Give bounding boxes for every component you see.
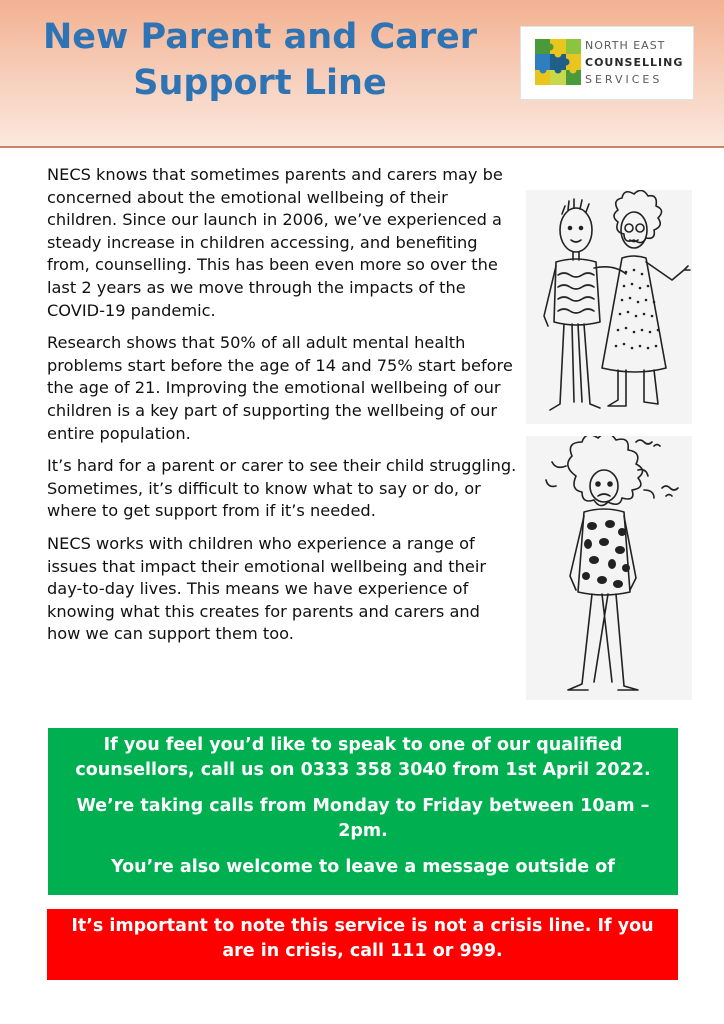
- header-banner: [0, 0, 724, 148]
- logo-line-1: NORTH EAST: [585, 39, 666, 52]
- logo-line-3: SERVICES: [585, 73, 663, 86]
- body-text: [47, 164, 517, 732]
- contact-paragraph-2: We’re taking calls from Monday to Friday between 10am – 2pm.: [76, 796, 650, 841]
- title-line-2: Support Line: [133, 63, 387, 103]
- body-paragraph-3: It’s hard for a parent or carer to see their child struggling. Sometimes, it’s difficult to know what to say or do, or where to get support from if it’s needed.: [47, 456, 517, 521]
- two-people-illustration: [526, 190, 692, 424]
- page-title: [20, 14, 500, 106]
- contact-paragraph-3: You’re also welcome to leave a message outside of: [111, 857, 615, 877]
- crisis-warning-box: [47, 909, 678, 980]
- contact-paragraph-1: If you feel you’d like to speak to one of our qualified counsellors, call us on 0333 358 3040 from 1st April 2022.: [75, 735, 651, 780]
- crisis-warning-text: It’s important to note this service is not a crisis line. If you are in crisis, call 111 or 999.: [71, 916, 654, 961]
- body-paragraph-2: Research shows that 50% of all adult mental health problems start before the age of 14 and 75% start before the age of 21. Improving the emotional wellbeing of our children is a key part of supporting the wellbeing of our entire population.: [47, 333, 513, 443]
- contact-info-box: [48, 728, 678, 895]
- title-line-1: New Parent and Carer: [42, 17, 478, 57]
- logo-wordmark: [585, 37, 689, 88]
- body-paragraph-1: NECS knows that sometimes parents and carers may be concerned about the emotional wellbeing of their children. Since our launch in 2006, we’ve experienced a steady increase in children accessing, and benefiting from, counselling. This has been even more so over the last 2 years as we move through the impacts of the COVID-19 pandemic.: [47, 165, 503, 320]
- logo-line-2: COUNSELLING: [585, 56, 684, 69]
- puzzle-logo-icon: [535, 39, 581, 85]
- necs-logo: [520, 26, 694, 100]
- stressed-person-illustration: [526, 436, 692, 700]
- body-paragraph-4: NECS works with children who experience a range of issues that impact their emotional wellbeing and their day-to-day lives. This means we have experience of knowing what this creates for parents and carers and how we can support them too.: [47, 533, 487, 644]
